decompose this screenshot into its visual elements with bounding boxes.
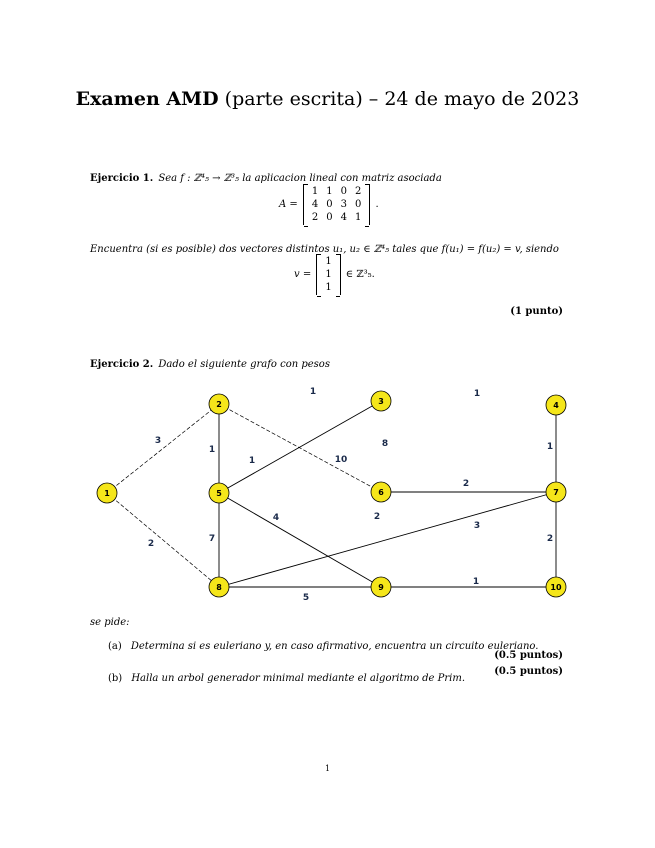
matrix-cell: 2 — [355, 186, 362, 197]
exercise-1-intro-text: Sea f : ℤ⁴₅ → ℤ³₅ la aplicacion lineal con matriz asociada — [158, 173, 442, 184]
edge-weight: 2 — [373, 512, 381, 522]
edge-weight: 10 — [334, 455, 348, 465]
graph-node-label: 1 — [104, 489, 110, 498]
exercise-1-label: Ejercicio 1. — [90, 173, 154, 184]
matrix-cell: 4 — [311, 199, 319, 210]
edge-weight: 1 — [248, 456, 256, 466]
graph-weights — [148, 387, 553, 603]
question-b-points: (0.5 puntos) — [494, 666, 563, 677]
vector-cell: 1 — [325, 269, 332, 280]
question-a-text: Determina si es euleriano y, en caso afirmativo, encuentra un circuito euleriano. — [130, 641, 539, 652]
question-b-text: Halla un arbol generador minimal mediante el algoritmo de Prim. — [131, 673, 466, 684]
exercise-1-question-text: Encuentra (si es posible) dos vectores distintos u₁, u₂ ∈ ℤ⁴₅ tales que f(u₁) = f(u₂) = v, siendo — [90, 244, 559, 255]
matrix-cell: 0 — [340, 186, 347, 197]
vector-lhs: v = — [294, 269, 312, 280]
title-rest: (parte escrita) – 24 de mayo de 2023 — [224, 88, 580, 110]
graph-edge — [219, 492, 556, 587]
edge-weight: 3 — [154, 436, 162, 446]
exercise-1-points: (1 punto) — [510, 306, 563, 317]
matrix-cell: 0 — [326, 199, 333, 210]
page-number: 1 — [324, 764, 331, 773]
vector-rhs: ∈ ℤ³₅. — [345, 269, 375, 280]
edge-weight: 4 — [272, 513, 280, 523]
edge-weight: 3 — [473, 521, 481, 531]
vector-cell: 1 — [325, 282, 332, 293]
graph-edge — [107, 404, 219, 493]
question-b — [108, 666, 488, 685]
matrix-cell: 2 — [311, 212, 319, 223]
matrix-period: . — [375, 199, 379, 210]
graph-node-label: 2 — [216, 400, 222, 409]
graph-node-label: 10 — [550, 583, 562, 592]
graph-node-label: 9 — [378, 583, 384, 592]
graph-edges — [107, 401, 556, 587]
graph-node-label: 8 — [216, 583, 222, 592]
matrix-cell: 1 — [326, 186, 333, 197]
se-pide: se pide: — [90, 617, 130, 628]
edge-weight: 1 — [546, 442, 554, 452]
edge-weight: 1 — [472, 577, 480, 587]
matrix-cell: 3 — [340, 199, 347, 210]
edge-weight: 8 — [381, 439, 389, 449]
question-a-points: (0.5 puntos) — [494, 650, 563, 661]
edge-weight: 7 — [208, 534, 216, 544]
vector-cell: 1 — [325, 256, 332, 267]
graph-edge — [219, 401, 381, 493]
matrix-lhs: A = — [279, 199, 298, 210]
matrix-cell: 4 — [340, 212, 347, 223]
graph-node-label: 6 — [378, 488, 384, 497]
graph-edge — [107, 493, 219, 587]
edge-weight: 1 — [208, 445, 216, 455]
edge-weight: 2 — [546, 534, 554, 544]
title-bold: Examen AMD — [75, 88, 219, 110]
graph-node-label: 3 — [378, 397, 384, 406]
edge-weight: 1 — [473, 389, 481, 399]
question-b-label: (b) — [108, 673, 123, 684]
exercise-2-label: Ejercicio 2. — [90, 359, 154, 370]
graph-node-label: 5 — [216, 489, 222, 498]
matrix-cell: 1 — [355, 212, 362, 223]
graph-node-label: 7 — [553, 488, 559, 497]
question-a-label: (a) — [108, 641, 122, 652]
exercise-2-intro-text: Dado el siguiente grafo con pesos — [158, 359, 330, 370]
edge-weight: 2 — [147, 539, 155, 549]
edge-weight: 1 — [309, 387, 317, 397]
matrix-cell: 0 — [326, 212, 333, 223]
graph-node-label: 4 — [553, 401, 559, 410]
graph-nodes — [97, 391, 566, 597]
graph-edge — [219, 493, 381, 587]
edge-weight: 5 — [302, 593, 310, 603]
matrix-cell: 1 — [311, 186, 319, 197]
edge-weight: 2 — [462, 479, 470, 489]
matrix-cell: 0 — [355, 199, 362, 210]
